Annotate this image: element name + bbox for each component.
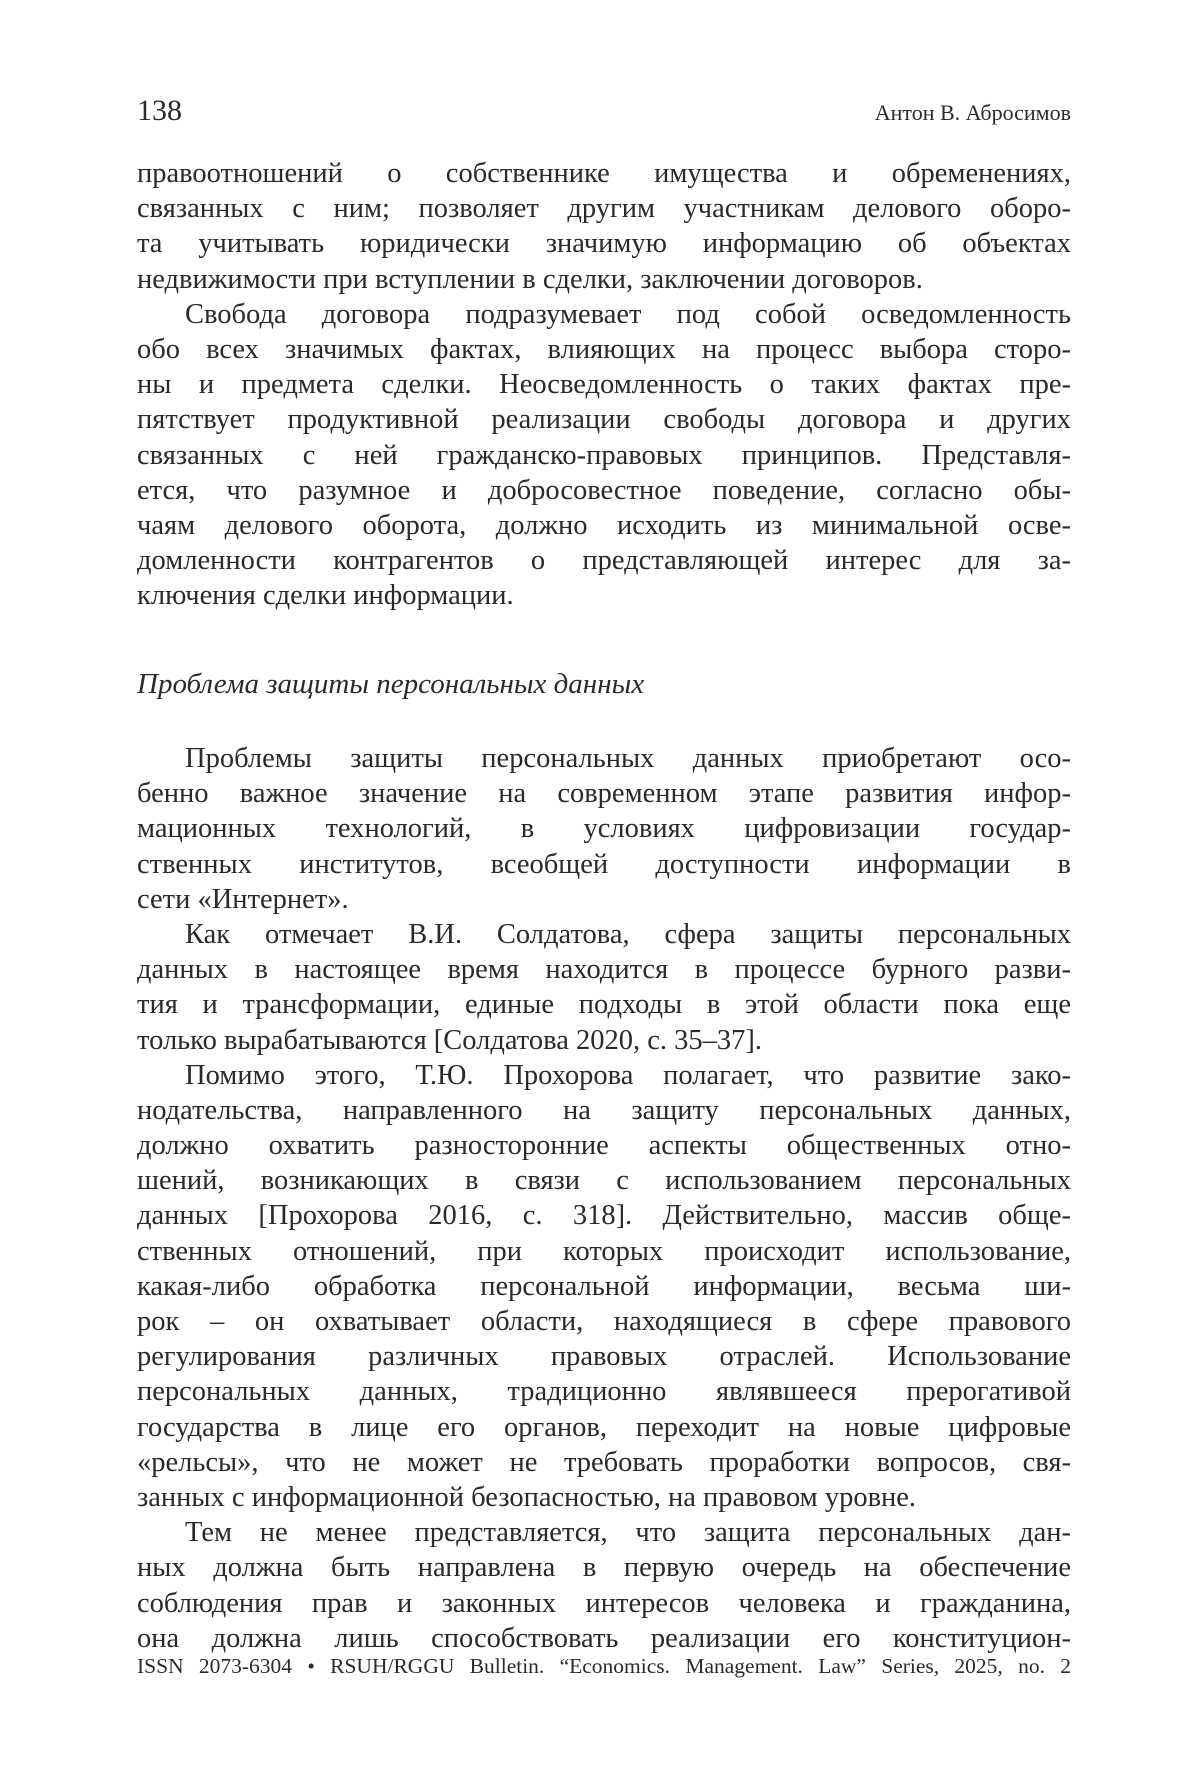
- text-line: данных [Прохорова 2016, с. 318]. Действительно, массив обще-: [137, 1198, 1071, 1233]
- text-line: Тем не менее представляется, что защита персональных дан-: [137, 1515, 1071, 1550]
- text-line: мационных технологий, в условиях цифровизации государ-: [137, 811, 1071, 846]
- text-line: тия и трансформации, единые подходы в этой области пока еще: [137, 987, 1071, 1022]
- text-line: ственных институтов, всеобщей доступности информации в: [137, 847, 1071, 882]
- text-line: данных в настоящее время находится в процессе бурного разви-: [137, 952, 1071, 987]
- running-author: Антон В. Абросимов: [875, 100, 1071, 126]
- text-line: соблюдения прав и законных интересов человека и гражданина,: [137, 1586, 1071, 1621]
- text-line: нодательства, направленного на защиту персональных данных,: [137, 1093, 1071, 1128]
- text-line: пятствует продуктивной реализации свободы договора и других: [137, 402, 1071, 437]
- text-line: государства в лице его органов, переходит на новые цифровые: [137, 1410, 1071, 1445]
- text-line: она должна лишь способствовать реализации его конституцион-: [137, 1621, 1071, 1656]
- text-line: только вырабатываются [Солдатова 2020, с. 35–37].: [137, 1023, 1071, 1058]
- text-line: персональных данных, традиционно являвшееся прерогативой: [137, 1374, 1071, 1409]
- text-line: недвижимости при вступлении в сделки, заключении договоров.: [137, 262, 1071, 297]
- section-heading: Проблема защиты персональных данных: [137, 668, 644, 701]
- journal-footer: ISSN 2073-6304 • RSUH/RGGU Bulletin. “Economics. Management. Law” Series, 2025, no. 2: [137, 1654, 1071, 1679]
- text-line: та учитывать юридически значимую информацию об объектах: [137, 226, 1071, 261]
- body-text-block-2: [137, 741, 1071, 1656]
- text-line: связанных с ней гражданско-правовых принципов. Представля-: [137, 438, 1071, 473]
- text-line: ных должна быть направлена в первую очередь на обеспечение: [137, 1550, 1071, 1585]
- body-text-block-1: [137, 156, 1071, 613]
- text-line: правоотношений о собственнике имущества и обременениях,: [137, 156, 1071, 191]
- text-line: обо всех значимых фактах, влияющих на процесс выбора сторо-: [137, 332, 1071, 367]
- text-line: чаям делового оборота, должно исходить из минимальной осве-: [137, 508, 1071, 543]
- text-line: ственных отношений, при которых происходит использование,: [137, 1234, 1071, 1269]
- text-line: ется, что разумное и добросовестное поведение, согласно обы-: [137, 473, 1071, 508]
- text-line: Свобода договора подразумевает под собой осведомленность: [137, 297, 1071, 332]
- text-line: связанных с ним; позволяет другим участникам делового оборо-: [137, 191, 1071, 226]
- text-line: Помимо этого, Т.Ю. Прохорова полагает, что развитие зако-: [137, 1058, 1071, 1093]
- text-line: Как отмечает В.И. Солдатова, сфера защиты персональных: [137, 917, 1071, 952]
- text-line: «рельсы», что не может не требовать проработки вопросов, свя-: [137, 1445, 1071, 1480]
- text-line: домленности контрагентов о представляющей интерес для за-: [137, 543, 1071, 578]
- text-line: ны и предмета сделки. Неосведомленность о таких фактах пре-: [137, 367, 1071, 402]
- text-line: должно охватить разносторонние аспекты общественных отно-: [137, 1128, 1071, 1163]
- page-number: 138: [137, 94, 182, 128]
- text-line: занных с информационной безопасностью, на правовом уровне.: [137, 1480, 1071, 1515]
- text-line: шений, возникающих в связи с использованием персональных: [137, 1163, 1071, 1198]
- running-header: [137, 94, 1071, 128]
- text-line: бенно важное значение на современном этапе развития инфор-: [137, 776, 1071, 811]
- text-line: рок – он охватывает области, находящиеся в сфере правового: [137, 1304, 1071, 1339]
- text-line: сети «Интернет».: [137, 882, 1071, 917]
- text-line: какая-либо обработка персональной информации, весьма ши-: [137, 1269, 1071, 1304]
- text-line: ключения сделки информации.: [137, 578, 1071, 613]
- text-line: регулирования различных правовых отраслей. Использование: [137, 1339, 1071, 1374]
- text-line: Проблемы защиты персональных данных приобретают осо-: [137, 741, 1071, 776]
